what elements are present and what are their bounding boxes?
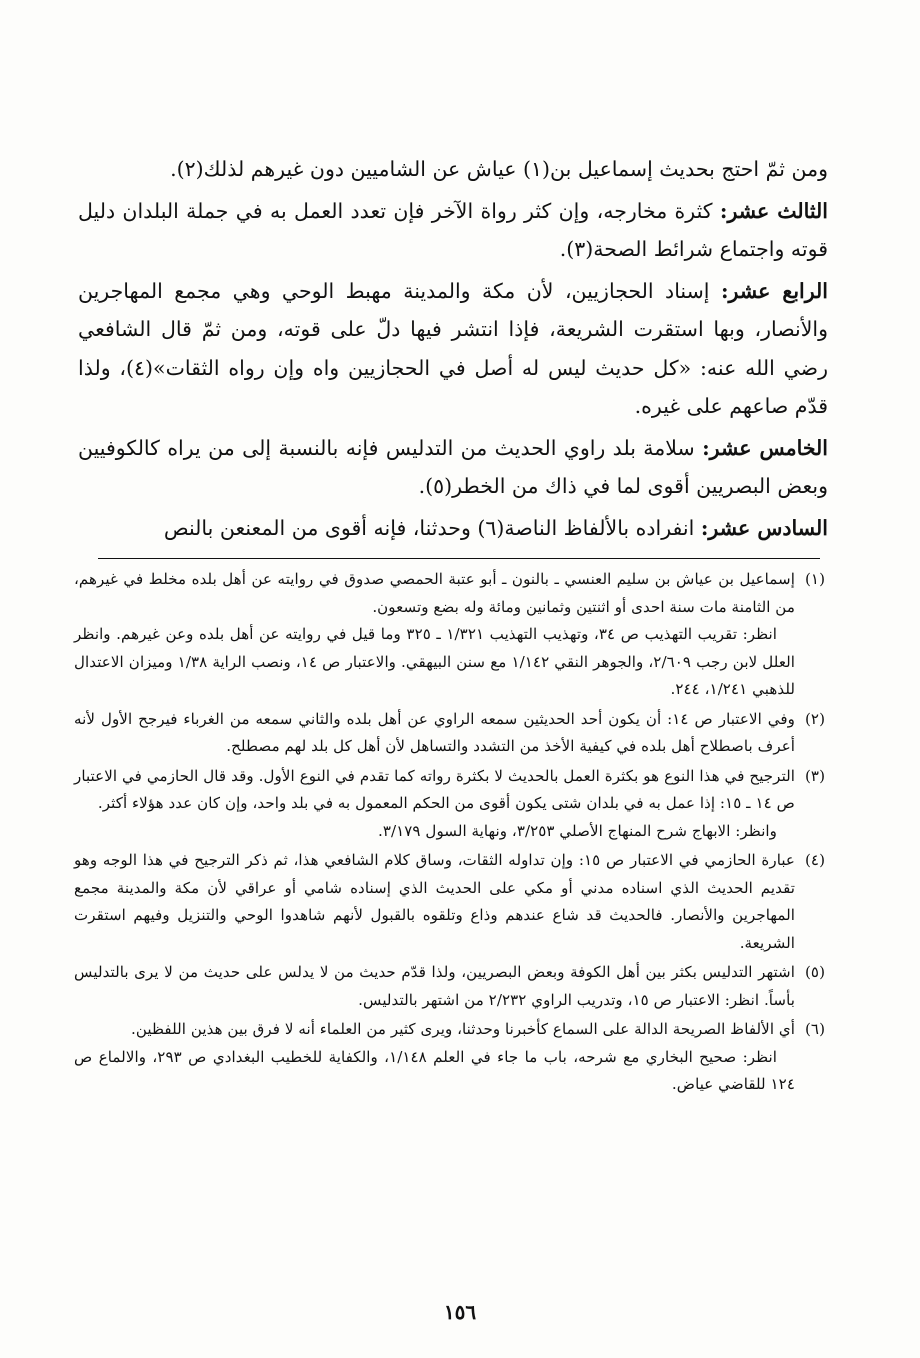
paragraph-4-text: سلامة بلد راوي الحديث من التدليس فإنه بالنسبة إلى من يراه كالكوفيين وبعض البصريين أقوى لما في ذاك من الخطر(٥). xyxy=(78,435,828,498)
footnote-5 xyxy=(74,959,825,1014)
footnote-1-number: (١) xyxy=(804,570,825,588)
footnotes xyxy=(74,566,825,1099)
footnote-6 xyxy=(74,1016,825,1099)
paragraph-3 xyxy=(78,272,828,426)
paragraph-2-text: كثرة مخارجه، وإن كثر رواة الآخر فإن تعدد العمل به في جملة البلدان دليل قوته واجتماع شرائط الصحة(٣). xyxy=(78,198,828,261)
footnote-6-text: أي الألفاظ الصريحة الدالة على السماع كأخبرنا وحدثنا، ويرى كثير من العلماء أنه لا فرق بين هذين اللفظين. xyxy=(131,1020,795,1038)
paragraph-3-text: إسناد الحجازيين، لأن مكة والمدينة مهبط الوحي وهي مجمع المهاجرين والأنصار، وبها استقرت الشريعة، فإذا انتشر فيها دلّ على قوته، ومن ثمّ قال الشافعي رضي الله عنه: «كل حديث ليس له أصل في الحجازيين واه وإن رواه الثقات»(٤)، ولذا قدّم صاعهم على غيره. xyxy=(78,278,828,418)
footnote-3-references: وانظر: الابهاج شرح المنهاج الأصلي ٣/٢٥٣، ونهاية السول ٣/١٧٩. xyxy=(378,821,777,840)
footnote-2-text: وفي الاعتبار ص ١٤: أن يكون أحد الحديثين سمعه الراوي عن أهل بلده والثاني سمعه من الغرباء فيرجح الأول لأنه أعرف باصطلاح أهل بلده في كيفية الأخذ من التشدد والتساهل لأن أهل كل بلد لهم مصطلح. xyxy=(74,709,795,755)
footnote-5-number: (٥) xyxy=(804,963,825,981)
paragraph-4-heading: الخامس عشر: xyxy=(702,435,828,460)
paragraph-1 xyxy=(78,150,828,189)
footnote-1-text: إسماعيل بن عياش بن سليم العنسي ـ بالنون ـ أبو عتبة الحمصي صدوق في روايته عن أهل بلده مخلط في غيرهم، من الثامنة مات سنة احدى أو اثنتين وثمانين ومائة وله بضع وتسعون. xyxy=(74,570,795,616)
footnote-5-text: اشتهر التدليس بكثر بين أهل الكوفة وبعض البصريين، ولذا قدّم حديث من لا يدلس على حديث من لا يرى بالتدليس بأساً. انظر: الاعتبار ص ١٥، وتدريب الراوي ٢/٢٣٢ من اشتهر بالتدليس. xyxy=(74,963,795,1009)
footnote-1 xyxy=(74,566,825,704)
footnote-3 xyxy=(74,763,825,846)
paragraph-3-heading: الرابع عشر: xyxy=(720,278,828,303)
footnote-4-number: (٤) xyxy=(804,851,825,869)
main-text xyxy=(78,150,828,547)
footnote-2 xyxy=(74,706,825,761)
footnote-3-text: الترجيح في هذا النوع هو بكثرة العمل بالحديث لا بكثرة رواته كما تقدم في النوع الأول. وقد قال الحازمي في الاعتبار ص ١٤ ـ ١٥: إذا عمل به في بلدان شتى يكون أقوى من الحكم المعمول به في بلد واحد، وإن كان عدد هؤلاء أكثر. xyxy=(74,766,795,812)
footnote-4 xyxy=(74,847,825,957)
paragraph-1-text: ومن ثمّ احتج بحديث إسماعيل بن(١) عياش عن الشاميين دون غيرهم لذلك(٢). xyxy=(170,157,828,181)
page-number: ١٥٦ xyxy=(443,1300,477,1324)
footnote-2-number: (٢) xyxy=(804,709,825,728)
footnote-1-references: انظر: تقريب التهذيب ص ٣٤، وتهذيب التهذيب ١/٣٢١ ـ ٣٢٥ وما قيل في روايته عن أهل بلده وعن غيرهم. وانظر العلل لابن رجب ٢/٦٠٩، والجوهر النقي ١/١٤٢ مع سنن البيهقي. والاعتبار ص ١٤، ونصب الراية ١/٣٨ وميزان الاعتدال للذهبي ١/٢٤١، ٢٤٤. xyxy=(74,625,795,698)
footnote-6-references: انظر: صحيح البخاري مع شرحه، باب ما جاء في العلم ١/١٤٨، والكفاية للخطيب البغدادي ص ٢٩٣، والالماع ص ١٢٤ للقاضي عياض. xyxy=(74,1047,795,1093)
paragraph-2 xyxy=(78,192,828,269)
footnote-4-text: عبارة الحازمي في الاعتبار ص ١٥: وإن تداوله الثقات، وساق كلام الشافعي هذا، ثم ذكر الترجيح في هذا الوجه وهو تقديم الحديث الذي اسناده مدني أو مكي على الحديث الذي إسناده شامي أو عراقي لأن مكة والمدينة مجمع المهاجرين والأنصار. فالحديث قد شاع عندهم وذاع وتلقوه بالقبول لأنهم شاهدوا الوحي والتنزيل وفيهم استقرت الشريعة. xyxy=(74,851,795,952)
footnote-separator xyxy=(98,558,820,559)
footnote-3-number: (٣) xyxy=(804,766,825,785)
paragraph-5-text: انفراده بالألفاظ الناصة(٦) وحدثنا، فإنه أقوى من المعنعن بالنص xyxy=(163,515,701,540)
paragraph-2-heading: الثالث عشر: xyxy=(719,198,828,223)
paragraph-5-heading: السادس عشر: xyxy=(700,515,828,540)
paragraph-4 xyxy=(78,429,828,506)
paragraph-5 xyxy=(78,509,828,548)
footnote-6-number: (٦) xyxy=(804,1020,825,1038)
